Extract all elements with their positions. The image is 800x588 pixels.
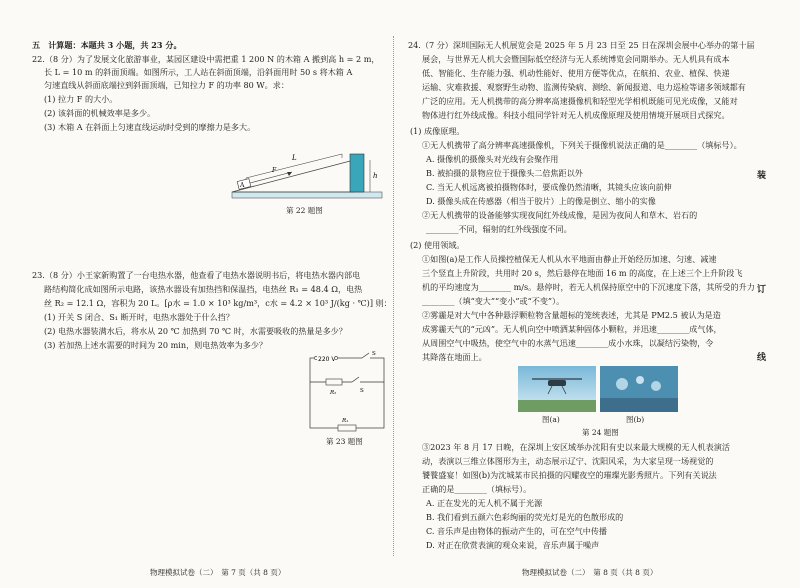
q23-line-2: 路结构简化成如图所示电路，该热水器设有加热挡和保温挡，电热丝 R₁ = 48.4 Ω，电热 [44,284,363,294]
page-divider [393,36,394,556]
q24-intro-6: 物体进行红外线成像。科技小组同学针对无人机成像原理及使用情境开展项目式探究。 [422,110,730,120]
q24-part1-option-d: D. 摄像头成在传感器（相当于胶片）上的像是倒立、缩小的实像 [426,196,656,206]
q24-part1-q2-line-1: ②无人机携带的设备能够实现夜间红外线成像，是因为夜间人和草木、岩石的 [422,210,698,220]
q24-part2-q1-line-2: 三个竖直上升阶段，共用时 20 s，然后悬停在地面 16 m 的高度，在上述三个上升阶段飞 [422,268,743,278]
q22-line-1: 22.（8 分）为了发展文化旅游事业，某园区建设中需把重 1 200 N 的木箱 A 搬到高 h = 2 m， [32,54,380,64]
q24-part1-option-a: A. 摄像机的摄像头对光线有会聚作用 [426,154,559,164]
label-voltage: 220 V [318,356,336,363]
q24-part2-q3-line-1: ③2023 年 8 月 17 日晚，在深圳上安区域举办沈阳有史以来最大规模的无人机表演活 [422,442,730,452]
left-footer: 物理模拟试卷（二） 第 7 页（共 8 页） [150,568,286,577]
q24-part1-title: (1) 成像原理。 [410,126,465,136]
q23-caption: 第 23 题图 [326,437,363,446]
label-box: A [240,182,245,189]
label-s: S [372,351,376,357]
q24-part2-q2-line-2: 成雾霾天气的“元凶”。无人机向空中喷洒某种固体小颗粒，并迅速________成气体， [422,324,722,334]
q24-part2-q3-line-4: 正确的是________（填标号）。 [422,484,532,494]
q24-part2-q3-line-3: 饕餮盛宴！如图(b)为沈城某市民拍摄的闪耀夜空的璀璨光影秀照片。下列有关说法 [422,470,717,480]
q24-intro-1: 24.（7 分）深圳国际无人机展览会是 2025 年 5 月 23 日至 25 日在深圳会展中心举办的第十届 [408,40,755,50]
section-title: 五 计算题：本题共 3 小题，共 23 分。 [32,40,182,50]
q24-intro-3: 低、智能化、生存能力强、机动性能好、使用方便等优点，在航拍、农业、植保、快递 [422,68,730,78]
q24-part2-q2-line-1: ②雾霾是对大气中各种悬浮颗粒物含量超标的笼统表述，尤其是 PM2.5 被认为是造 [422,310,721,320]
q22-sub-1: (1) 拉力 F 的大小。 [44,94,118,104]
label-force: F [272,167,277,174]
q24-part1-q2-line-2: ________不同，辐射的红外线强度不同。 [426,224,572,234]
q22-sub-3: (3) 木箱 A 在斜面上匀速直线运动时受到的摩擦力是多大。 [44,122,256,132]
q24-part2-q1-line-4: ________（填“变大”“变小”或“不变”）。 [422,296,565,306]
q22-caption: 第 22 题图 [286,206,323,215]
binding-mark-1: 装 [757,171,767,181]
q24-part2-q2-line-3: 从周围空气中吸热，使空气中的水蒸气迅速________成小水珠，以凝结污染物，令 [422,338,714,348]
q24-part2-q3-line-2: 动，表演以三维立体图形为主，动态展示辽宁、沈阳风采，为大家呈现一场视觉的 [422,456,714,466]
q23-line-1: 23.（8 分）小王家新购置了一台电热水器，他查看了电热水器说明书后，将电热水器内部电 [32,270,361,280]
q22-line-3: 匀速直线从斜面底端拉到斜面顶端，已知拉力 F 的功率 80 W。求： [44,80,289,90]
circuit-diagram [306,352,390,434]
q24-intro-2: 展会，与世界无人机大会暨国际低空经济与无人系统博览会同期举办。无人机具有成本 [422,54,730,64]
photo-b [600,366,678,412]
q24-intro-4: 运输、灾难救援、观察野生动物、监测传染病、测绘、新闻报道、电力巡检等诸多领域都有 [422,82,746,92]
q24-part2-q3-option-d: D. 对正在欣赏表演的观众来说，音乐声属于噪声 [426,540,600,550]
q24-part2-q1-line-3: 机的平均速度为________ m/s。悬停时，若无人机保持原空中的下沉速度下落，其所受的升力 [422,282,755,292]
q24-part2-title: (2) 使用领域。 [410,240,465,250]
q24-caption: 第 24 题图 [582,428,619,437]
q24-part2-q1-line-1: ①如图(a)是工作人员操控植保无人机从水平地面由静止开始经历加速、匀速、减速 [422,254,717,264]
label-s1: S [360,388,364,394]
q24-part1-option-c: C. 当无人机远离被拍摄物体时，要成像仍然清晰，其镜头应该向前伸 [426,182,672,192]
q24-part1-option-b: B. 被拍摄的景物应位于摄像头二倍焦距以外 [426,168,583,178]
q24-part1-q1: ①无人机携带了高分辨率高速摄像机，下列关于摄像机说法正确的是________（填标号）。 [422,140,742,150]
q24-part2-q2-line-4: 其降落在地面上。 [422,352,487,362]
q24-part2-q3-option-a: A. 正在发光的无人机不属于光源 [426,498,543,508]
label-r2: R₂ [330,390,337,396]
fig-a-label: 图(a) [542,415,560,424]
q22-line-2: 长 L = 10 m 的斜面顶端。如图所示，工人站在斜面顶端，沿斜面用时 50 s 将木箱 A [44,67,353,77]
label-length: L [292,154,297,162]
fig-b-label: 图(b) [626,415,645,424]
binding-mark-2: 订 [757,285,767,295]
q24-part2-q3-option-c: C. 音乐声是由物体的振动产生的，可在空气中传播 [426,526,608,536]
q24-part2-q3-option-b: B. 我们看到五颜六色彩绚丽的荧光灯是光的色散形成的 [426,512,624,522]
label-r1: R₁ [342,418,349,424]
q23-sub-3: (3) 若加热上述水需要的时间为 20 min，则电热效率为多少？ [44,340,268,350]
right-footer: 物理模拟试卷（二） 第 8 页（共 8 页） [522,568,658,577]
binding-mark-3: 线 [757,353,767,363]
photo-a [518,366,596,412]
q24-intro-5: 广泛的应用。无人机携带的高分辨率高速摄像机和轻型光学相机既能可见光成像，又能对 [422,96,738,106]
incline-diagram [232,138,382,200]
label-height: h [373,172,378,180]
q23-sub-2: (2) 电热水器装满水后，将水从 20 ℃ 加热到 70 ℃ 时，水需要吸收的热量是多少？ [44,326,347,336]
left-page [0,0,392,588]
q23-sub-1: (1) 开关 S 闭合、S₁ 断开时，电热水器处于什么挡？ [44,312,234,322]
q22-sub-2: (2) 该斜面的机械效率是多少。 [44,108,156,118]
right-page [396,0,800,588]
q23-line-3: 丝 R₂ = 12.1 Ω，容积为 20 L。[ρ水 = 1.0 × 10³ kg/m³，c水 = 4.2 × 10³ J/(kg · ℃)] 则： [44,298,392,308]
